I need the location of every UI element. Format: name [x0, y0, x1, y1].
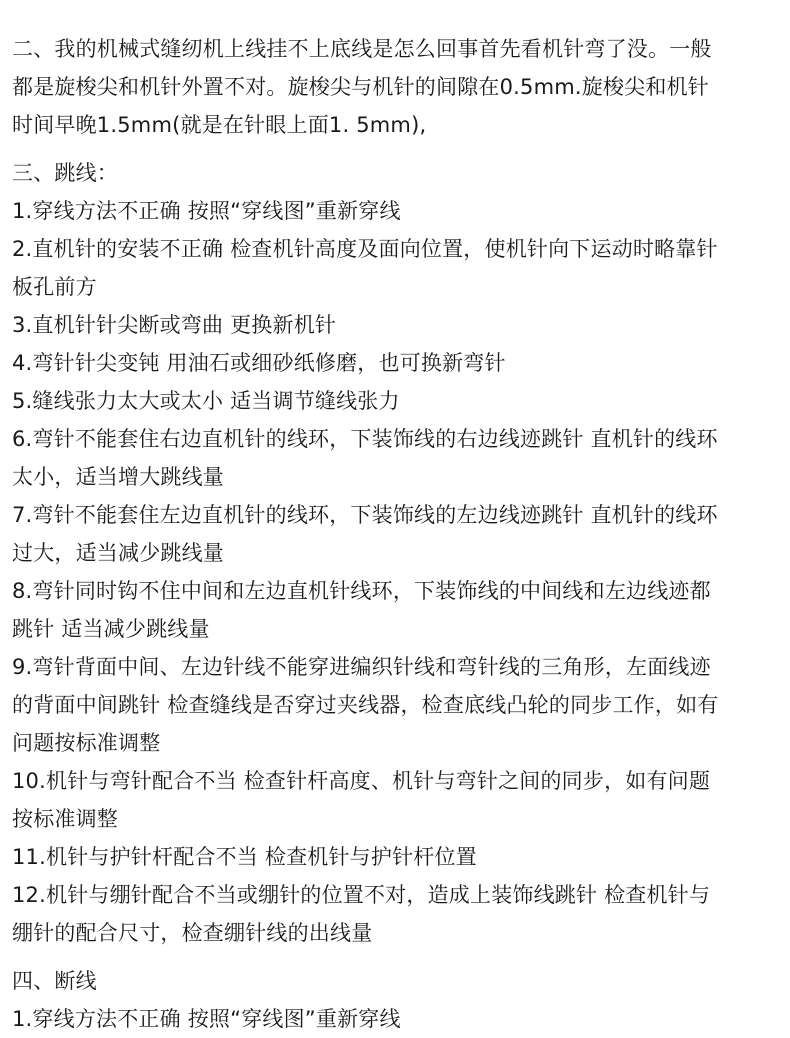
text-line: 问题按标准调整 — [12, 731, 161, 755]
text-line: 11.机针与护针杆配合不当 检查机针与护针杆位置 — [12, 845, 477, 869]
text-line: 按标准调整 — [12, 807, 118, 831]
section-gap — [12, 952, 782, 962]
text-line: 板孔前方 — [12, 275, 97, 299]
text-line: 时间早晚1.5mm(就是在针眼上面1. 5mm), — [12, 113, 427, 137]
section-heading: 四、断线 — [12, 969, 97, 993]
text-line: 9.弯针背面中间、左边针线不能穿进编织针线和弯针线的三角形，左面线迹 — [12, 655, 711, 679]
text-line: 7.弯针不能套住左边直机针的线环，下装饰线的左边线迹跳针 直机针的线环 — [12, 503, 718, 527]
section-3 — [12, 154, 782, 952]
text-line: 5.缝线张力太大或太小 适当调节缝线张力 — [12, 389, 400, 413]
text-line: 太小，适当增大跳线量 — [12, 465, 224, 489]
text-line: 绷针的配合尺寸，检查绷针线的出线量 — [12, 921, 373, 945]
text-line: 的背面中间跳针 检查缝线是否穿过夹线器，检查底线凸轮的同步工作，如有 — [12, 693, 719, 717]
text-line: 6.弯针不能套住右边直机针的线环，下装饰线的右边线迹跳针 直机针的线环 — [12, 427, 718, 451]
text-line: 1.穿线方法不正确 按照“穿线图”重新穿线 — [12, 199, 401, 223]
section-gap — [12, 144, 782, 154]
text-line: 都是旋梭尖和机针外置不对。旋梭尖与机针的间隙在0.5mm.旋梭尖和机针 — [12, 75, 709, 99]
text-line: 2.直机针的安装不正确 检查机针高度及面向位置，使机针向下运动时略靠针 — [12, 237, 718, 261]
text-line: 1.穿线方法不正确 按照“穿线图”重新穿线 — [12, 1007, 401, 1031]
text-line: 4.弯针针尖变钝 用油石或细砂纸修磨，也可换新弯针 — [12, 351, 506, 375]
document-body — [12, 30, 782, 1038]
text-line: 跳针 适当减少跳线量 — [12, 617, 210, 641]
section-2 — [12, 30, 782, 144]
section-4 — [12, 962, 782, 1038]
text-line: 二、我的机械式缝纫机上线挂不上底线是怎么回事首先看机针弯了没。一般 — [12, 37, 712, 61]
text-line: 12.机针与绷针配合不当或绷针的位置不对，造成上装饰线跳针 检查机针与 — [12, 883, 711, 907]
text-line: 10.机针与弯针配合不当 检查针杆高度、机针与弯针之间的同步，如有问题 — [12, 769, 711, 793]
section-heading: 三、跳线： — [12, 161, 118, 185]
text-line: 过大，适当减少跳线量 — [12, 541, 224, 565]
text-line: 8.弯针同时钩不住中间和左边直机针线环，下装饰线的中间线和左边线迹都 — [12, 579, 711, 603]
text-line: 3.直机针针尖断或弯曲 更换新机针 — [12, 313, 337, 337]
